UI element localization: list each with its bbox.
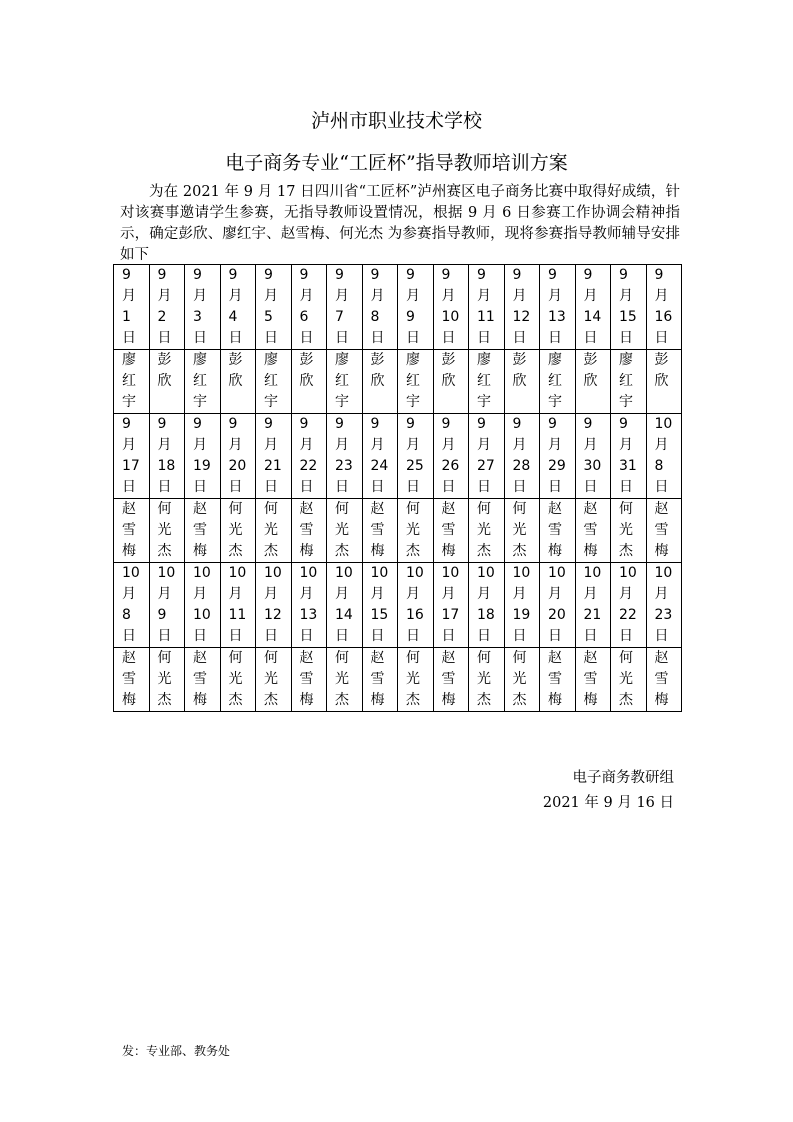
date-text: 9月30日 xyxy=(583,416,602,495)
date-text: 9月11日 xyxy=(477,267,495,346)
teacher-row xyxy=(114,499,682,563)
date-cell xyxy=(433,414,469,499)
teacher-name: 廖红宇 xyxy=(477,352,491,410)
date-text: 9月28日 xyxy=(512,416,531,495)
teacher-name: 赵雪梅 xyxy=(193,650,207,708)
teacher-name: 赵雪梅 xyxy=(583,650,598,708)
teacher-cell xyxy=(291,499,327,563)
teacher-cell xyxy=(433,350,469,414)
date-cell xyxy=(540,414,576,499)
teacher-cell xyxy=(220,350,256,414)
teacher-cell xyxy=(220,648,256,712)
date-cell xyxy=(398,414,434,499)
date-text: 10月12日 xyxy=(264,565,282,644)
teacher-cell xyxy=(185,350,221,414)
date-text: 10月9日 xyxy=(157,565,176,644)
date-text: 10月20日 xyxy=(548,565,566,644)
teacher-name: 彭欣 xyxy=(441,352,456,389)
date-text: 10月13日 xyxy=(299,565,318,644)
date-cell xyxy=(362,414,398,499)
teacher-name: 赵雪梅 xyxy=(299,650,314,708)
date-cell xyxy=(540,265,576,350)
teacher-cell xyxy=(114,499,150,563)
teacher-cell xyxy=(149,648,185,712)
date-cell xyxy=(220,414,256,499)
date-cell xyxy=(114,265,150,350)
date-cell xyxy=(398,265,434,350)
teacher-cell xyxy=(540,499,576,563)
teacher-name: 廖红宇 xyxy=(406,352,420,410)
teacher-cell xyxy=(327,350,363,414)
date-cell xyxy=(469,563,505,648)
date-cell xyxy=(256,414,292,499)
teacher-row xyxy=(114,350,682,414)
date-text: 9月18日 xyxy=(157,416,176,495)
teacher-cell xyxy=(149,499,185,563)
teacher-cell xyxy=(540,648,576,712)
teacher-name: 何光杰 xyxy=(264,650,278,708)
teacher-name: 何光杰 xyxy=(335,650,349,708)
date-text: 10月8日 xyxy=(122,565,140,644)
date-text: 10月21日 xyxy=(583,565,602,644)
teacher-cell xyxy=(469,499,505,563)
teacher-cell xyxy=(362,350,398,414)
date-cell xyxy=(611,414,647,499)
date-text: 10月16日 xyxy=(406,565,424,644)
teacher-cell xyxy=(504,499,540,563)
date-text: 9月6日 xyxy=(299,267,314,346)
teacher-name: 何光杰 xyxy=(335,501,349,559)
date-text: 9月7日 xyxy=(335,267,349,346)
date-cell xyxy=(646,265,682,350)
date-cell xyxy=(504,265,540,350)
teacher-name: 何光杰 xyxy=(477,650,491,708)
date-cell xyxy=(185,414,221,499)
date-text: 9月13日 xyxy=(548,267,566,346)
teacher-cell xyxy=(611,350,647,414)
teacher-cell xyxy=(575,648,611,712)
teacher-cell xyxy=(149,350,185,414)
school-name: 泸州市职业技术学校 xyxy=(310,110,482,132)
teacher-cell xyxy=(327,648,363,712)
date-cell xyxy=(433,265,469,350)
date-text: 9月26日 xyxy=(441,416,460,495)
date-text: 9月20日 xyxy=(228,416,247,495)
date-text: 9月10日 xyxy=(441,267,460,346)
teacher-cell xyxy=(256,648,292,712)
teacher-cell xyxy=(398,648,434,712)
teacher-cell xyxy=(611,648,647,712)
date-cell xyxy=(256,265,292,350)
signature-date: 2021 年 9 月 16 日 xyxy=(542,795,674,811)
teacher-cell xyxy=(220,499,256,563)
date-text: 9月24日 xyxy=(370,416,389,495)
date-text: 9月21日 xyxy=(264,416,282,495)
teacher-name: 赵雪梅 xyxy=(441,650,456,708)
date-text: 9月23日 xyxy=(335,416,353,495)
teacher-cell xyxy=(185,648,221,712)
teacher-name: 彭欣 xyxy=(512,352,527,389)
date-text: 9月5日 xyxy=(264,267,278,346)
teacher-cell xyxy=(504,648,540,712)
teacher-name: 何光杰 xyxy=(264,501,278,559)
date-text: 10月22日 xyxy=(619,565,637,644)
teacher-name: 何光杰 xyxy=(157,501,172,559)
date-text: 9月2日 xyxy=(157,267,172,346)
teacher-cell xyxy=(362,499,398,563)
teacher-name: 赵雪梅 xyxy=(370,501,385,559)
date-cell xyxy=(362,265,398,350)
teacher-name: 彭欣 xyxy=(583,352,598,389)
teacher-name: 赵雪梅 xyxy=(193,501,207,559)
teacher-cell xyxy=(575,350,611,414)
teacher-name: 彭欣 xyxy=(157,352,172,389)
teacher-name: 廖红宇 xyxy=(193,352,207,410)
date-cell xyxy=(646,414,682,499)
date-cell xyxy=(575,563,611,648)
teacher-name: 何光杰 xyxy=(619,501,633,559)
date-cell xyxy=(291,414,327,499)
date-text: 9月17日 xyxy=(122,416,140,495)
teacher-name: 何光杰 xyxy=(512,501,527,559)
date-cell xyxy=(149,414,185,499)
teacher-cell xyxy=(646,499,682,563)
date-text: 10月17日 xyxy=(441,565,460,644)
teacher-name: 廖红宇 xyxy=(335,352,349,410)
date-cell xyxy=(575,265,611,350)
date-cell xyxy=(327,563,363,648)
signature-group: 电子商务教研组 xyxy=(572,770,674,786)
teacher-cell xyxy=(398,499,434,563)
teacher-name: 何光杰 xyxy=(406,650,420,708)
date-text: 9月29日 xyxy=(548,416,566,495)
teacher-cell xyxy=(291,648,327,712)
teacher-cell xyxy=(256,350,292,414)
teacher-name: 彭欣 xyxy=(228,352,243,389)
teacher-name: 彭欣 xyxy=(654,352,669,389)
teacher-cell xyxy=(398,350,434,414)
date-text: 9月25日 xyxy=(406,416,424,495)
date-cell xyxy=(114,414,150,499)
date-cell xyxy=(433,563,469,648)
teacher-cell xyxy=(646,648,682,712)
date-cell xyxy=(149,563,185,648)
date-cell xyxy=(291,265,327,350)
document-title: 电子商务专业“工匠杯”指导教师培训方案 xyxy=(225,152,568,174)
teacher-name: 何光杰 xyxy=(406,501,420,559)
schedule-table xyxy=(113,264,682,712)
date-row xyxy=(114,265,682,350)
date-text: 9月27日 xyxy=(477,416,495,495)
teacher-name: 彭欣 xyxy=(299,352,314,389)
date-cell xyxy=(362,563,398,648)
date-text: 10月23日 xyxy=(654,565,673,644)
teacher-name: 彭欣 xyxy=(370,352,385,389)
teacher-cell xyxy=(611,499,647,563)
date-text: 9月12日 xyxy=(512,267,531,346)
date-cell xyxy=(575,414,611,499)
teacher-name: 赵雪梅 xyxy=(654,650,669,708)
date-cell xyxy=(646,563,682,648)
date-cell xyxy=(469,265,505,350)
date-cell xyxy=(256,563,292,648)
date-text: 9月22日 xyxy=(299,416,318,495)
date-text: 9月8日 xyxy=(370,267,385,346)
date-text: 10月18日 xyxy=(477,565,495,644)
date-cell xyxy=(504,563,540,648)
teacher-cell xyxy=(575,499,611,563)
date-text: 9月3日 xyxy=(193,267,207,346)
date-cell xyxy=(504,414,540,499)
date-cell xyxy=(220,265,256,350)
date-text: 9月4日 xyxy=(228,267,243,346)
teacher-name: 赵雪梅 xyxy=(548,501,562,559)
date-cell xyxy=(327,265,363,350)
date-text: 10月11日 xyxy=(228,565,247,644)
teacher-cell xyxy=(256,499,292,563)
date-cell xyxy=(220,563,256,648)
teacher-name: 何光杰 xyxy=(477,501,491,559)
date-text: 10月19日 xyxy=(512,565,531,644)
teacher-cell xyxy=(469,350,505,414)
date-cell xyxy=(327,414,363,499)
date-text: 9月19日 xyxy=(193,416,211,495)
teacher-name: 廖红宇 xyxy=(548,352,562,410)
teacher-cell xyxy=(540,350,576,414)
date-row xyxy=(114,563,682,648)
date-text: 9月1日 xyxy=(122,267,136,346)
teacher-name: 廖红宇 xyxy=(122,352,136,410)
teacher-name: 何光杰 xyxy=(512,650,527,708)
teacher-name: 何光杰 xyxy=(228,501,243,559)
date-cell xyxy=(398,563,434,648)
date-text: 9月16日 xyxy=(654,267,673,346)
teacher-name: 赵雪梅 xyxy=(583,501,598,559)
teacher-cell xyxy=(504,350,540,414)
date-cell xyxy=(611,563,647,648)
teacher-cell xyxy=(433,499,469,563)
date-text: 9月31日 xyxy=(619,416,637,495)
date-cell xyxy=(185,563,221,648)
date-cell xyxy=(291,563,327,648)
teacher-name: 何光杰 xyxy=(619,650,633,708)
teacher-name: 赵雪梅 xyxy=(122,650,136,708)
teacher-cell xyxy=(469,648,505,712)
teacher-row xyxy=(114,648,682,712)
teacher-cell xyxy=(433,648,469,712)
teacher-cell xyxy=(362,648,398,712)
teacher-name: 赵雪梅 xyxy=(370,650,385,708)
date-row xyxy=(114,414,682,499)
date-text: 10月8日 xyxy=(654,416,673,495)
date-text: 9月9日 xyxy=(406,267,420,346)
date-text: 10月15日 xyxy=(370,565,389,644)
teacher-cell xyxy=(291,350,327,414)
teacher-name: 廖红宇 xyxy=(619,352,633,410)
teacher-cell xyxy=(327,499,363,563)
date-cell xyxy=(114,563,150,648)
teacher-name: 赵雪梅 xyxy=(122,501,136,559)
date-text: 9月14日 xyxy=(583,267,602,346)
teacher-name: 何光杰 xyxy=(157,650,172,708)
teacher-name: 赵雪梅 xyxy=(441,501,456,559)
intro-paragraph: 为在 2021 年 9 月 17 日四川省“工匠杯”泸州赛区电子商务比赛中取得好成绩，针对该赛事邀请学生参赛，无指导教师设置情况，根据 9 月 6 日参赛工作协调会精神指示，确定彭欣、廖红宇、赵雪梅、何光杰 为参赛指导教师，现将参赛指导教师辅导安排如下 xyxy=(120,184,680,263)
date-cell xyxy=(469,414,505,499)
date-cell xyxy=(185,265,221,350)
teacher-cell xyxy=(646,350,682,414)
date-text: 9月15日 xyxy=(619,267,637,346)
date-text: 10月10日 xyxy=(193,565,211,644)
teacher-name: 赵雪梅 xyxy=(654,501,669,559)
teacher-name: 何光杰 xyxy=(228,650,243,708)
date-cell xyxy=(149,265,185,350)
teacher-cell xyxy=(114,648,150,712)
teacher-name: 赵雪梅 xyxy=(548,650,562,708)
teacher-cell xyxy=(185,499,221,563)
teacher-name: 廖红宇 xyxy=(264,352,278,410)
teacher-name: 赵雪梅 xyxy=(299,501,314,559)
date-text: 10月14日 xyxy=(335,565,353,644)
distribution-footer: 发：专业部、教务处 xyxy=(122,1044,231,1058)
teacher-cell xyxy=(114,350,150,414)
date-cell xyxy=(611,265,647,350)
date-cell xyxy=(540,563,576,648)
